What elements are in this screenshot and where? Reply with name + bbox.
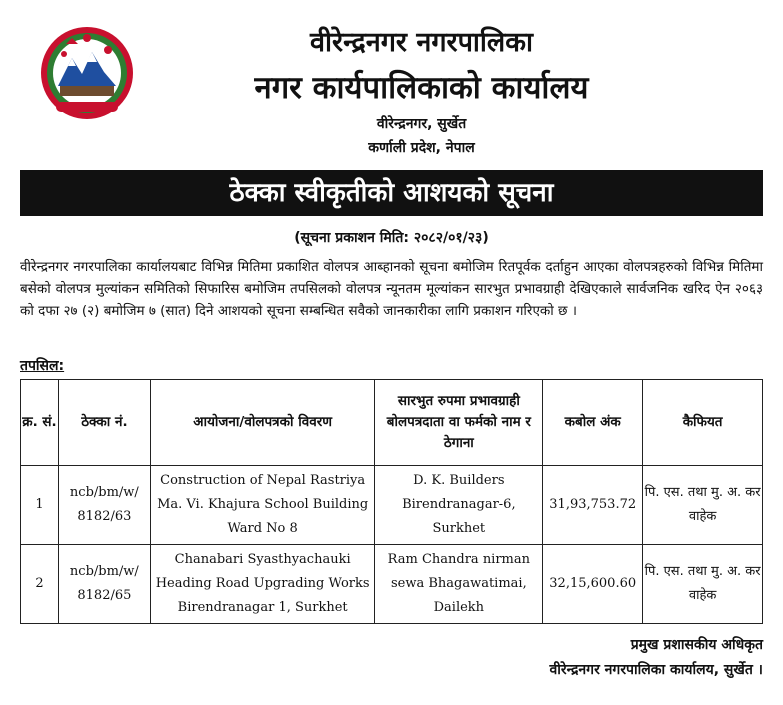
cell-amount: 32,15,600.60 [543, 545, 643, 624]
table-header-row [21, 380, 763, 466]
cell-bidder: Ram Chandra nirman sewa Bhagawatimai, Dailekh [375, 545, 543, 624]
publication-date: (सूचना प्रकाशन मिति: २०८२/०१/२३) [294, 230, 489, 246]
office-address: वीरेन्द्रनगर, सुर्खेत [376, 116, 467, 132]
signatory-office: वीरेन्द्रनगर नगरपालिका कार्यालय, सुर्खेत । [549, 662, 763, 678]
office-name: नगर कार्यपालिकाको कार्यालय [254, 70, 589, 106]
notice-title: ठेक्का स्वीकृतीको आशयको सूचना [20, 170, 763, 216]
cell-contract-no: ncb/bm/w/ 8182/65 [58, 545, 150, 624]
cell-sn: 2 [21, 545, 59, 624]
table-row [21, 466, 763, 545]
header-description: आयोजना/वोलपत्रको विवरण [150, 380, 375, 466]
notice-body: वीरेन्द्रनगर नगरपालिका कार्यालयबाट विभिन्न मितिमा प्रकाशित वोलपत्र आब्हानको सूचना बमोजिम रितपूर्वक दर्ताहुन आएका वोलपत्रहरुको विभिन्न मितिमा बसेको वोलपत्र मुल्यांकन समितिको सिफारिस बमोजिम तपसिलको वोलपत्र न्यूनतम मूल्यांकन सारभुत प्रभावग्राही देखिएकाले सार्वजनिक खरिद ऐन २०६३ को दफा २७ (२) बमोजिम ७ (सात) दिने आशयको सूचना सम्बन्धित सवैको जानकारीका लागि प्रकाशन गरिएको छ । [20, 259, 763, 319]
table-row [21, 545, 763, 624]
cell-remarks: पि. एस. तथा मु. अ. कर वाहेक [643, 466, 763, 545]
signatory-title: प्रमुख प्रशासकीय अधिकृत [630, 637, 763, 653]
header-bidder: सारभुत रुपमा प्रभावग्राही बोलपत्रदाता वा फर्मको नाम र ठेगाना [375, 380, 543, 466]
cell-sn: 1 [21, 466, 59, 545]
header-remarks: कैफियत [643, 380, 763, 466]
cell-description: Construction of Nepal Rastriya Ma. Vi. Khajura School Building Ward No 8 [150, 466, 375, 545]
cell-remarks: पि. एस. तथा मु. अ. कर वाहेक [643, 545, 763, 624]
cell-contract-no: ncb/bm/w/ 8182/63 [58, 466, 150, 545]
cell-description: Chanabari Syasthyachauki Heading Road Upgrading Works Birendranagar 1, Surkhet [150, 545, 375, 624]
province-country: कर्णाली प्रदेश, नेपाल [368, 140, 475, 156]
cell-amount: 31,93,753.72 [543, 466, 643, 545]
header-amount: कबोल अंक [543, 380, 643, 466]
details-label: तपसिल: [20, 358, 65, 374]
municipality-name: वीरेन्द्रनगर नगरपालिका [310, 27, 533, 58]
bid-table [20, 379, 763, 624]
header-contract-no: ठेक्का नं. [58, 380, 150, 466]
header-sn: क्र. सं. [21, 380, 59, 466]
cell-bidder: D. K. Builders Birendranagar-6, Surkhet [375, 466, 543, 545]
